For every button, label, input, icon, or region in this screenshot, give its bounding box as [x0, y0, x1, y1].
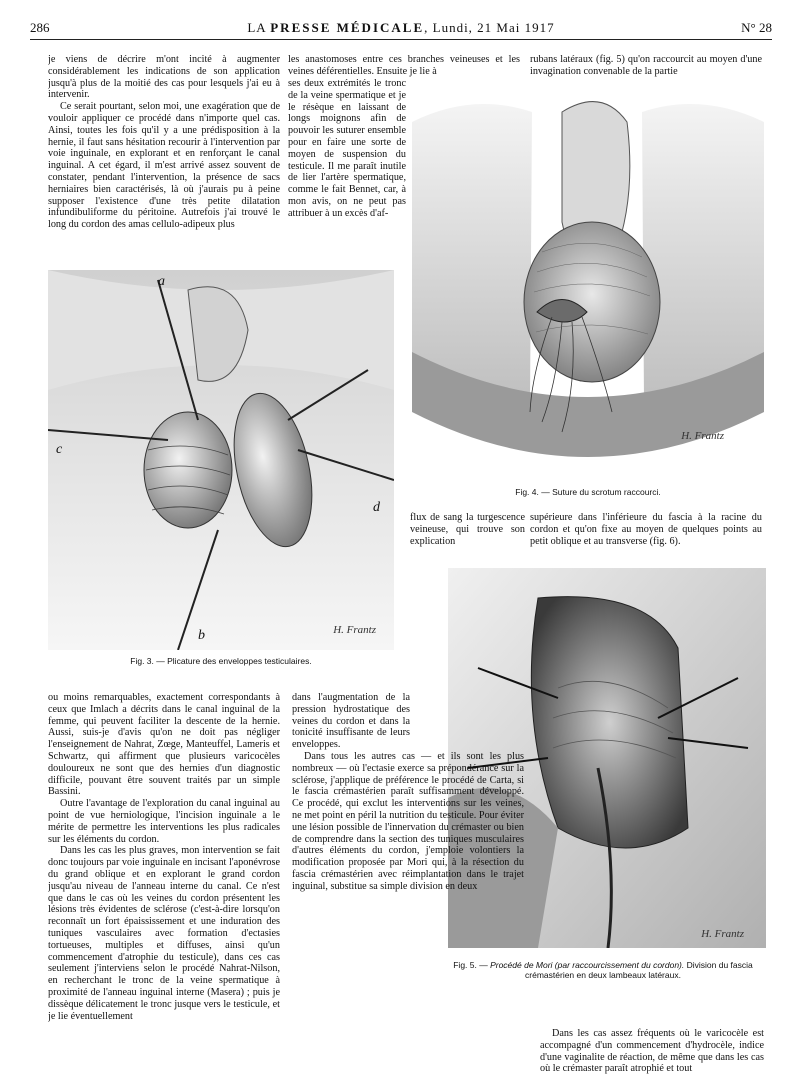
figure-3-illustration	[48, 270, 394, 650]
figure-5-caption-title: Procédé de Mori (par raccourcissement du cordon).	[490, 960, 685, 970]
figure-4-illustration	[412, 82, 764, 480]
paragraph: ou moins remarquables, exactement correspondants à ceux que Imlach a décrits dans le canal inguinal de la femme, qui peuvent faciliter la descente de la hernie. Aussi, suis-je d'avis qu'on ne doit pas négliger l'enseignement de Nahrat, Zœge, Manteuffel, Lameris et Schwartz, qui affirment que plusieurs varicocèles douloureux ne sont que des hernies d'un diagnostic difficile, pouvant être souvent traités par un simple Bassini.	[48, 692, 280, 798]
paragraph: les anastomoses entre ces branches veineuses et les veines déférentielles. Ensuite je lie à	[288, 54, 520, 77]
paragraph: flux de sang la turgescence veineuse, qui trouve son explication	[410, 512, 525, 547]
column-1-top	[48, 54, 280, 250]
column-3-top	[530, 54, 762, 80]
figure-4-caption: Fig. 4. — Suture du scrotum raccourci.	[515, 487, 661, 497]
figure-3-label-d: d	[373, 500, 380, 515]
paragraph: Dans les cas les plus graves, mon intervention se fait donc toujours par voie inguinale en incisant l'aponévrose du grand oblique et en explorant le grand cordon jusqu'au niveau de l'anneau interne du canal. Ce n'est que dans le cas où les veines du cordon présentent les lésions très évidentes de sclérose (c'est-à-dire lorsqu'on reconnaît un fort épaississement et une induration des tuniques vasculaires avec formation d'ectasies tortueuses, multiples et diffuses, ainsi qu'un commencement d'atrophie du testicule), dans ces cas seulement j'interviens selon le procédé Nahrat-Nilson, en recherchant le tronc de la veine spermatique à proximité de l'anneau inguinal interne (Masera) ; puis je dissèque délicatement le tronc jusque vers le testicule, et je lie éventuellement	[48, 845, 280, 1022]
figure-3-label-c: c	[56, 442, 63, 457]
paragraph: rubans latéraux (fig. 5) qu'on raccourcit au moyen d'une invagination convenable de la partie	[530, 54, 762, 77]
column-2-bottom	[292, 692, 524, 1076]
page-header	[30, 20, 772, 40]
paragraph: dans l'augmentation de la pression hydrostatique des veines du cordon et dans la tonicité insuffisante de leurs enveloppes.	[292, 692, 410, 751]
column-2-mid	[410, 512, 525, 562]
issue-number: N° 28	[741, 20, 772, 35]
figure-3-caption: Fig. 3. — Plicature des enveloppes testiculaires.	[130, 656, 312, 666]
page-number: 286	[30, 20, 50, 35]
figure-5-caption-number: Fig. 5. —	[453, 960, 491, 970]
paragraph: ses deux extrémités le tronc de la veine spermatique et je le résèque en laissant de longs moignons afin de pouvoir les suturer ensemble pour en faire une sorte de moyen de suspension du testicule. Il me paraît inutile de lier l'artère spermatique, comme le fait Bennet, car, à mon avis, on ne peut pas attribuer à un excès d'af-	[288, 78, 406, 219]
column-2-top-a	[288, 54, 520, 80]
figure-3-signature: H. Frantz	[333, 624, 376, 636]
paragraph: Dans les cas assez fréquents où le varicocèle est accompagné d'un commencement d'hydrocèle, indice d'une vaginalite de réaction, de même que dans les cas où le crémaster paraît atrophié et tout	[540, 1028, 764, 1075]
journal-title	[30, 20, 772, 36]
paragraph: Outre l'avantage de l'exploration du canal inguinal au point de vue herniologique, l'incision inguinale a le mérite de permettre les interventions les plus radicales sur les éléments du cordon.	[48, 798, 280, 845]
figure-3-label-a: a	[158, 274, 165, 289]
figure-5-caption-text: Division du fascia crémastérien en deux lambeaux latéraux.	[525, 960, 753, 980]
paragraph: supérieure dans l'inférieure du fascia à la racine du cordon et qu'on fixe au moyen de quelques points au petit oblique et au transverse (fig. 6).	[530, 512, 762, 547]
paragraph: Dans tous les autres cas — et ils sont les plus nombreux — où l'ectasie exerce sa prépondérance sur la sclérose, j'applique de préférence le procédé de Carta, si le fascia crémastérien paraît suffisamment développé. Ce procédé, qui exclut les interventions sur les veines, ne met point en péril la nutrition du testicule. Pour éviter une lésion possible de l'innervation du crémaster ou bien de comprendre dans la section des tuniques musculaires d'autres éléments du cordon, j'emploie volontiers la modification proposée par Mori qui, à la résection du fascia crémastérien avec réimplantation dans le trajet inguinal, substitue sa simple division en deux	[292, 750, 524, 892]
column-3-bottom	[540, 1028, 764, 1078]
paragraph: Ce serait pourtant, selon moi, une exagération que de vouloir appliquer ce procédé dans n'importe quel cas. Ainsi, toutes les fois qu'il y a une prédisposition à la hernie, il faut sans hésitation recourir à l'intervention par voie inguinale, en explorant et en renforçant le canal inguinal. A cet égard, il m'est arrivé assez souvent de constater, pendant l'intervention, la présence de sacs herniaires bien caractérisés, là où j'aurais pu à peine supposer l'existence d'une très petite dilatation infundibuliforme du péritoine. Autrefois j'ai trouvé le long du cordon des amas cellulo-adipeux plus	[48, 101, 280, 231]
figure-4-signature: H. Frantz	[681, 430, 724, 442]
column-3-mid	[530, 512, 762, 562]
figure-5-signature: H. Frantz	[701, 928, 744, 940]
issue-date: , Lundi, 21 Mai 1917	[424, 20, 555, 35]
title-prefix: LA	[247, 20, 266, 35]
column-1-bottom	[48, 692, 280, 1076]
column-2-top-b	[288, 78, 406, 248]
paragraph: je viens de décrire m'ont incité à augmenter considérablement les indications de son application jusqu'à plus de la moitié des cas pour lesquels j'ai eu à intervenir.	[48, 54, 280, 101]
figure-3-label-b: b	[198, 628, 205, 643]
journal-name: PRESSE MÉDICALE	[270, 20, 425, 35]
figure-4	[412, 82, 764, 480]
figure-3	[48, 270, 394, 650]
